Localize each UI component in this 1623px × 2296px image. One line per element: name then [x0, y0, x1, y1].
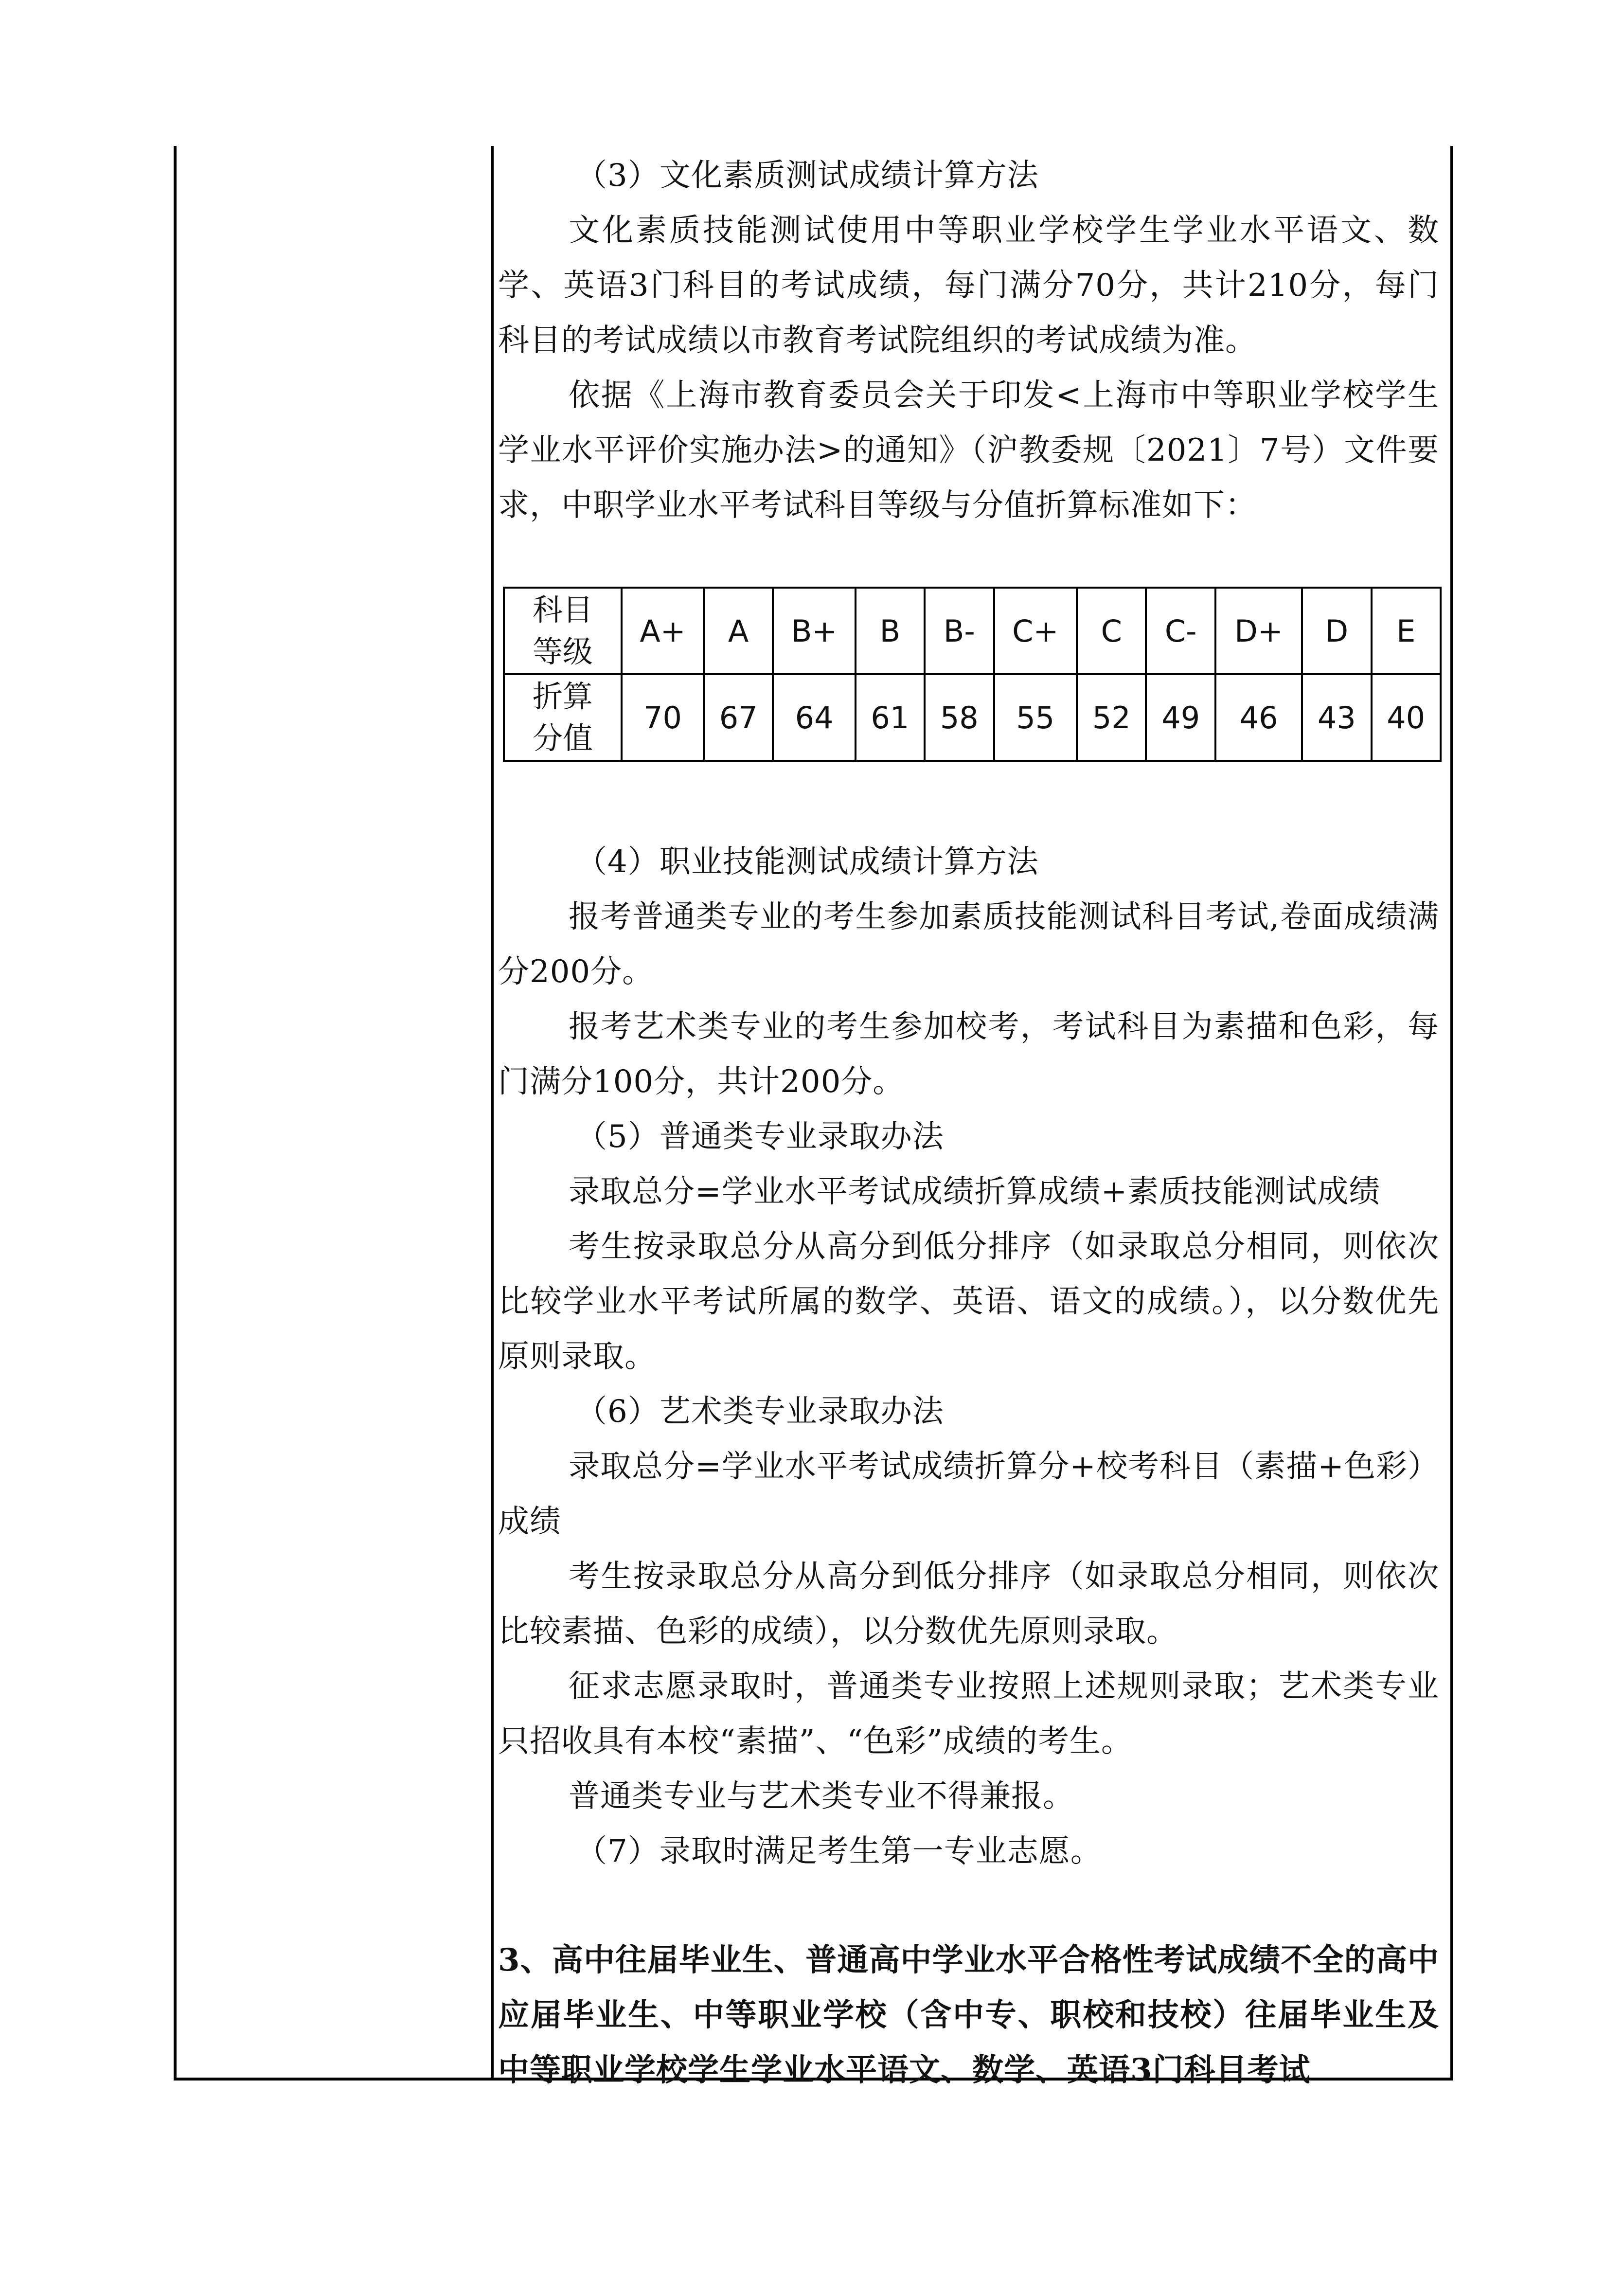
score-cell: 67	[704, 674, 773, 761]
score-cell: 40	[1372, 674, 1441, 761]
score-cell: 70	[622, 674, 704, 761]
section-3-paragraph-2: 依据《上海市教育委员会关于印发<上海市中等职业学校学生学业水平评价实施办法>的通知》（沪教委规〔2021〕7号）文件要求，中职学业水平考试科目等级与分值折算标准如下：	[498, 377, 1439, 523]
grade-cell: C+	[994, 588, 1077, 674]
grade-cell: E	[1372, 588, 1441, 674]
section-3-heading: （3）文化素质测试成绩计算方法	[576, 158, 1039, 194]
grade-cell: C	[1077, 588, 1146, 674]
section-6-paragraph-1: 考生按录取总分从高分到低分排序（如录取总分相同，则依次比较素描、色彩的成绩），以分数优先原则录取。	[498, 1559, 1439, 1650]
grade-row	[504, 588, 1441, 674]
section-4-paragraph-2: 报考艺术类专业的考生参加校考，考试科目为素描和色彩，每门满分100分，共计200分。	[498, 1009, 1439, 1100]
score-cell: 61	[856, 674, 925, 761]
grade-cell: B	[856, 588, 925, 674]
score-cell: 64	[773, 674, 855, 761]
grade-row-header: 科目 等级	[504, 588, 622, 674]
grade-cell: D	[1302, 588, 1371, 674]
grade-cell: C-	[1146, 588, 1215, 674]
grade-cell: D+	[1215, 588, 1302, 674]
grade-cell: A+	[622, 588, 704, 674]
score-cell: 55	[994, 674, 1077, 761]
section-5-paragraph: 考生按录取总分从高分到低分排序（如录取总分相同，则依次比较学业水平考试所属的数学、英语、语文的成绩。），以分数优先原则录取。	[498, 1229, 1439, 1375]
right-column-content	[498, 148, 1439, 2098]
section-4-heading: （4）职业技能测试成绩计算方法	[576, 844, 1039, 880]
section-3-paragraph-1: 文化素质技能测试使用中等职业学校学生学业水平语文、数学、英语3门科目的考试成绩，每门满分70分，共计210分，每门科目的考试成绩以市教育考试院组织的考试成绩为准。	[498, 213, 1439, 359]
column-divider	[491, 146, 494, 2078]
score-row-header: 折算 分值	[504, 674, 622, 761]
score-row	[504, 674, 1441, 761]
section-5-heading: （5）普通类专业录取办法	[576, 1119, 944, 1155]
grade-cell: A	[704, 588, 773, 674]
score-cell: 58	[925, 674, 994, 761]
section-6-paragraph-2: 征求志愿录取时，普通类专业按照上述规则录取；艺术类专业只招收具有本校“素描”、“色彩”成绩的考生。	[498, 1668, 1439, 1759]
section-4-paragraph-1: 报考普通类专业的考生参加素质技能测试科目考试,卷面成绩满分200分。	[498, 899, 1439, 990]
section-6-formula: 录取总分=学业水平考试成绩折算分+校考科目（素描+色彩）成绩	[498, 1449, 1439, 1540]
grade-conversion-table	[503, 587, 1442, 762]
grade-cell: B-	[925, 588, 994, 674]
grade-cell: B+	[773, 588, 855, 674]
score-cell: 46	[1215, 674, 1302, 761]
section-bold-heading: 3、高中往届毕业生、普通高中学业水平合格性考试成绩不全的高中应届毕业生、中等职业学校（含中专、职校和技校）往届毕业生及中等职业学校学生学业水平语文、数学、英语3门科目考试	[498, 1942, 1439, 2088]
score-cell: 43	[1302, 674, 1371, 761]
score-cell: 52	[1077, 674, 1146, 761]
section-5-formula: 录取总分=学业水平考试成绩折算成绩+素质技能测试成绩	[569, 1174, 1381, 1210]
section-6-paragraph-3: 普通类专业与艺术类专业不得兼报。	[569, 1778, 1074, 1814]
section-7-heading: （7）录取时满足考生第一专业志愿。	[576, 1833, 1102, 1869]
section-6-heading: （6）艺术类专业录取办法	[576, 1394, 944, 1430]
score-cell: 49	[1146, 674, 1215, 761]
